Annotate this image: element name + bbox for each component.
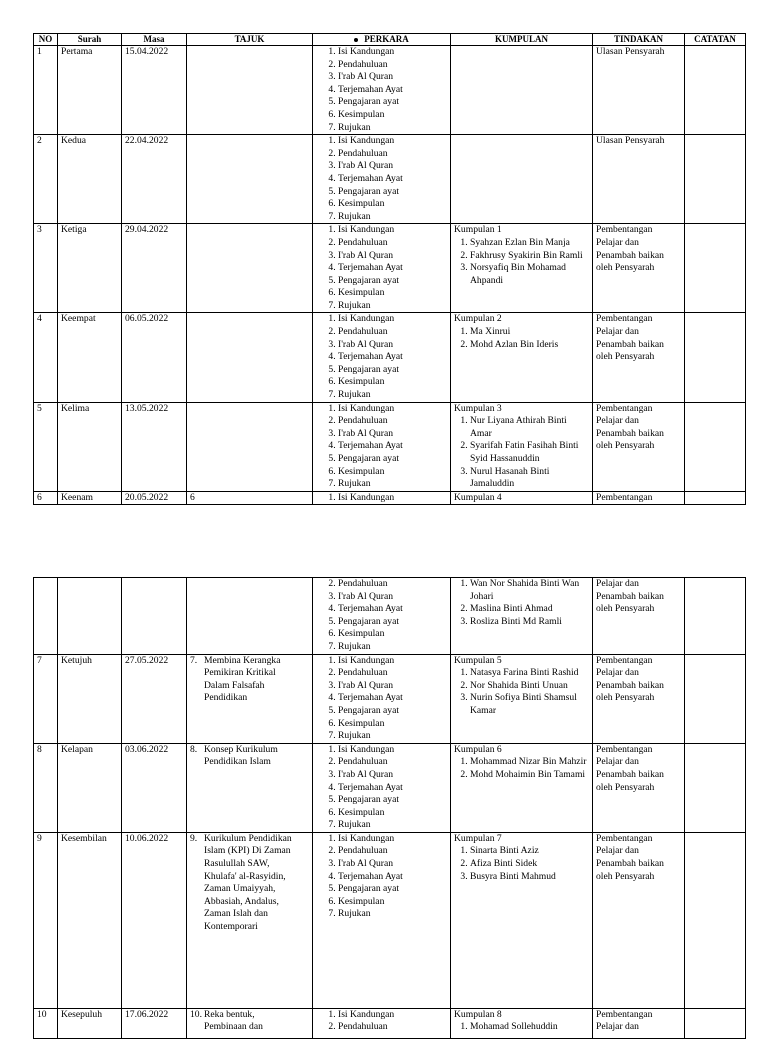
member-name: 2. Mohd Mohaimin Bin Tamami [470,769,589,782]
tajuk-number: 8. [190,743,198,755]
perkara-item: 6. Kesimpulan [338,628,447,641]
cell-perkara [313,832,451,1008]
cell-no: 6 [34,491,58,505]
cell-catatan [685,46,746,135]
member-name: 1. Mohammad Nizar Bin Mahzir [470,756,589,769]
header-masa: Masa [122,34,187,46]
cell-surah: Kelapan [58,743,122,832]
tajuk-number: 10. [190,1008,202,1020]
perkara-list [316,46,447,134]
member-name: 2. Nor Shahida Binti Unuan [470,680,589,693]
cell-no: 9 [34,832,58,1008]
cell-kumpulan [451,135,593,224]
table-row [34,135,746,224]
member-name: 3. Nurul Hasanah Binti Jamaluddin [470,466,589,491]
perkara-item: 5. Pengajaran ayat [338,364,447,377]
cell-kumpulan [451,224,593,313]
perkara-item: 5. Pengajaran ayat [338,705,447,718]
cell-tajuk [187,135,313,224]
perkara-item: 5. Pengajaran ayat [338,616,447,629]
cell-surah: Ketiga [58,224,122,313]
table-row [34,1008,746,1038]
table-row [34,654,746,743]
cell-no: 8 [34,743,58,832]
cell-tindakan: Pelajar dan Penambah baikan oleh Pensyarah [593,578,685,655]
header-perkara [313,34,451,46]
perkara-list [316,744,447,832]
table-row [34,313,746,402]
cell-surah: Kelima [58,402,122,491]
member-name: 2. Syarifah Fatin Fasihah Binti Syid Hassanuddin [470,440,589,465]
schedule-table-bottom [33,577,746,1039]
cell-no [34,578,58,655]
perkara-item: 4. Terjemahan Ayat [338,84,447,97]
member-name: 1. Wan Nor Shahida Binti Wan Johari [470,578,589,603]
perkara-item: 1. Isi Kandungan [338,833,447,846]
perkara-list [316,403,447,491]
cell-perkara [313,402,451,491]
perkara-item: 6. Kesimpulan [338,466,447,479]
perkara-list [316,1009,447,1034]
perkara-item: 4. Terjemahan Ayat [338,692,447,705]
perkara-item: 1. Isi Kandungan [338,313,447,326]
member-name: 2. Maslina Binti Ahmad [470,603,589,616]
member-list [454,756,589,781]
perkara-item: 4. Terjemahan Ayat [338,603,447,616]
cell-no: 10 [34,1008,58,1038]
cell-tindakan: Pembentangan [593,491,685,505]
perkara-item: 6. Kesimpulan [338,807,447,820]
perkara-item: 1. Isi Kandungan [338,744,447,757]
member-list [454,845,589,883]
cell-surah: Keenam [58,491,122,505]
perkara-list [316,833,447,921]
cell-perkara [313,654,451,743]
tajuk-number: 6 [190,491,195,503]
cell-tajuk [187,578,313,655]
header-surah: Surah [58,34,122,46]
member-name: 3. Busyra Binti Mahmud [470,871,589,884]
perkara-item: 3. I'rab Al Quran [338,160,447,173]
perkara-item: 1. Isi Kandungan [338,135,447,148]
perkara-item: 7. Rujukan [338,478,447,491]
perkara-item: 4. Terjemahan Ayat [338,782,447,795]
cell-catatan [685,743,746,832]
perkara-item: 6. Kesimpulan [338,109,447,122]
cell-date: 13.05.2022 [122,402,187,491]
cell-kumpulan [451,1008,593,1038]
cell-perkara [313,313,451,402]
cell-date [122,578,187,655]
perkara-item: 2. Pendahuluan [338,845,447,858]
perkara-item: 1. Isi Kandungan [338,403,447,416]
kumpulan-title: Kumpulan 5 [454,654,502,666]
cell-tajuk [187,743,313,832]
perkara-item: 3. I'rab Al Quran [338,769,447,782]
cell-tajuk [187,224,313,313]
cell-tindakan: Pembentangan Pelajar dan [593,1008,685,1038]
cell-perkara [313,1008,451,1038]
member-name: 2. Fakhrusy Syakirin Bin Ramli [470,250,589,263]
cell-tajuk [187,1008,313,1038]
header-catatan: CATATAN [685,34,746,46]
perkara-item: 1. Isi Kandungan [338,224,447,237]
member-name: 3. Nurin Sofiya Binti Shamsul Kamar [470,692,589,717]
kumpulan-title: Kumpulan 4 [454,491,502,503]
cell-catatan [685,654,746,743]
cell-kumpulan [451,402,593,491]
cell-tindakan: Pembentangan Pelajar dan Penambah baikan oleh Pensyarah [593,654,685,743]
schedule-table-top [33,33,746,505]
perkara-item: 2. Pendahuluan [338,326,447,339]
perkara-item: 7. Rujukan [338,300,447,313]
cell-date: 29.04.2022 [122,224,187,313]
perkara-item: 2. Pendahuluan [338,1021,447,1034]
cell-catatan [685,402,746,491]
cell-perkara [313,135,451,224]
tajuk-text: Membina Kerangka Pemikiran Kritikal Dalam Falsafah Pendidikan [204,654,281,704]
perkara-item: 7. Rujukan [338,122,447,135]
header-no: NO [34,34,58,46]
cell-tajuk [187,46,313,135]
cell-surah: Kesepuluh [58,1008,122,1038]
cell-date: 27.05.2022 [122,654,187,743]
perkara-list [316,492,447,505]
member-list [454,1021,589,1034]
member-name: 3. Rosliza Binti Md Ramli [470,616,589,629]
perkara-item: 5. Pengajaran ayat [338,275,447,288]
perkara-item: 7. Rujukan [338,908,447,921]
perkara-list [316,313,447,401]
perkara-item: 4. Terjemahan Ayat [338,440,447,453]
member-name: 1. Ma Xinrui [470,326,589,339]
cell-no: 7 [34,654,58,743]
cell-surah: Keempat [58,313,122,402]
cell-tindakan: Pembentangan Pelajar dan Penambah baikan oleh Pensyarah [593,402,685,491]
tajuk-number: 9. [190,832,198,844]
kumpulan-title: Kumpulan 6 [454,743,502,755]
cell-perkara [313,578,451,655]
kumpulan-title: Kumpulan 2 [454,313,502,325]
cell-surah: Pertama [58,46,122,135]
cell-perkara [313,491,451,505]
member-list [454,667,589,717]
perkara-list [316,655,447,743]
cell-perkara [313,224,451,313]
cell-tindakan: Ulasan Pensyarah [593,46,685,135]
cell-kumpulan [451,578,593,655]
cell-date: 17.06.2022 [122,1008,187,1038]
perkara-item: 2. Pendahuluan [338,237,447,250]
cell-tindakan: Pembentangan Pelajar dan Penambah baikan oleh Pensyarah [593,832,685,1008]
cell-kumpulan [451,491,593,505]
cell-surah [58,578,122,655]
cell-date: 22.04.2022 [122,135,187,224]
perkara-item: 6. Kesimpulan [338,287,447,300]
table-row [34,578,746,655]
perkara-item: 3. I'rab Al Quran [338,858,447,871]
perkara-item: 5. Pengajaran ayat [338,794,447,807]
cell-surah: Kesembilan [58,832,122,1008]
table-row [34,743,746,832]
cell-surah: Ketujuh [58,654,122,743]
perkara-item: 5. Pengajaran ayat [338,453,447,466]
member-list [454,415,589,491]
cell-tajuk [187,491,313,505]
perkara-item: 1. Isi Kandungan [338,46,447,59]
tajuk-number: 7. [190,654,198,666]
cell-tindakan: Pembentangan Pelajar dan Penambah baikan oleh Pensyarah [593,743,685,832]
member-name: 2. Mohd Azlan Bin Ideris [470,339,589,352]
perkara-item: 3. I'rab Al Quran [338,250,447,263]
perkara-item: 3. I'rab Al Quran [338,428,447,441]
cell-no: 1 [34,46,58,135]
perkara-item: 4. Terjemahan Ayat [338,173,447,186]
perkara-item: 2. Pendahuluan [338,415,447,428]
perkara-item: 4. Terjemahan Ayat [338,351,447,364]
cell-tajuk [187,402,313,491]
table-row [34,224,746,313]
cell-no: 3 [34,224,58,313]
member-name: 1. Syahzan Ezlan Bin Manja [470,237,589,250]
member-name: 1. Nur Liyana Athirah Binti Amar [470,415,589,440]
header-tindakan: TINDAKAN [593,34,685,46]
perkara-item: 3. I'rab Al Quran [338,591,447,604]
tajuk-text: Konsep Kurikulum Pendidikan Islam [204,743,278,768]
cell-catatan [685,313,746,402]
perkara-list [316,135,447,223]
perkara-item: 6. Kesimpulan [338,198,447,211]
cell-perkara [313,743,451,832]
cell-tindakan: Pembentangan Pelajar dan Penambah baikan oleh Pensyarah [593,224,685,313]
cell-catatan [685,578,746,655]
cell-kumpulan [451,743,593,832]
cell-catatan [685,1008,746,1038]
table-row [34,832,746,1008]
perkara-item: 7. Rujukan [338,730,447,743]
perkara-item: 1. Isi Kandungan [338,655,447,668]
cell-kumpulan [451,46,593,135]
member-list [454,326,589,351]
perkara-item: 3. I'rab Al Quran [338,71,447,84]
perkara-item: 7. Rujukan [338,819,447,832]
perkara-list [316,224,447,312]
tajuk-text: Kurikulum Pendidikan Islam (KPI) Di Zaman Rasulullah SAW, Khulafa' al-Rasyidin, Zaman Umaiyyah, Abbasiah, Andalus, Zaman Islah dan Kontemporari [204,832,292,933]
cell-date: 10.06.2022 [122,832,187,1008]
member-list [454,237,589,287]
member-name: 2. Afiza Binti Sidek [470,858,589,871]
kumpulan-title: Kumpulan 3 [454,402,502,414]
tajuk-text: Reka bentuk, Pembinaan dan [204,1008,263,1033]
perkara-item: 5. Pengajaran ayat [338,96,447,109]
cell-no: 2 [34,135,58,224]
perkara-item: 7. Rujukan [338,641,447,654]
cell-catatan [685,491,746,505]
cell-perkara [313,46,451,135]
bullet-icon [354,38,358,42]
member-name: 1. Mohamad Sollehuddin [470,1021,589,1034]
perkara-item: 7. Rujukan [338,389,447,402]
table-header-row [34,34,746,46]
cell-date: 20.05.2022 [122,491,187,505]
cell-catatan [685,224,746,313]
cell-surah: Kedua [58,135,122,224]
perkara-item: 3. I'rab Al Quran [338,680,447,693]
perkara-item: 3. I'rab Al Quran [338,339,447,352]
cell-date: 03.06.2022 [122,743,187,832]
table-row [34,402,746,491]
perkara-item: 7. Rujukan [338,211,447,224]
cell-kumpulan [451,832,593,1008]
perkara-item: 1. Isi Kandungan [338,1009,447,1022]
cell-no: 5 [34,402,58,491]
perkara-item: 2. Pendahuluan [338,756,447,769]
perkara-list [316,578,447,654]
kumpulan-title: Kumpulan 1 [454,224,502,236]
perkara-item: 2. Pendahuluan [338,59,447,72]
cell-catatan [685,135,746,224]
cell-tajuk [187,832,313,1008]
member-list [454,578,589,628]
cell-kumpulan [451,654,593,743]
table-row [34,46,746,135]
member-name: 1. Sinarta Binti Aziz [470,845,589,858]
perkara-item: 1. Isi Kandungan [338,492,447,505]
kumpulan-title: Kumpulan 8 [454,1008,502,1020]
cell-tindakan: Pembentangan Pelajar dan Penambah baikan oleh Pensyarah [593,313,685,402]
perkara-item: 6. Kesimpulan [338,896,447,909]
cell-date: 06.05.2022 [122,313,187,402]
perkara-item: 5. Pengajaran ayat [338,883,447,896]
cell-tajuk [187,313,313,402]
member-name: 1. Natasya Farina Binti Rashid [470,667,589,680]
perkara-item: 6. Kesimpulan [338,718,447,731]
kumpulan-title: Kumpulan 7 [454,832,502,844]
member-name: 3. Norsyafiq Bin Mohamad Ahpandi [470,262,589,287]
perkara-item: 2. Pendahuluan [338,578,447,591]
cell-date: 15.04.2022 [122,46,187,135]
table-row [34,491,746,505]
cell-no: 4 [34,313,58,402]
cell-tajuk [187,654,313,743]
perkara-item: 4. Terjemahan Ayat [338,262,447,275]
header-perkara-label: PERKARA [364,34,409,44]
header-kumpulan: KUMPULAN [451,34,593,46]
perkara-item: 2. Pendahuluan [338,148,447,161]
cell-kumpulan [451,313,593,402]
perkara-item: 5. Pengajaran ayat [338,186,447,199]
cell-catatan [685,832,746,1008]
perkara-item: 6. Kesimpulan [338,376,447,389]
perkara-item: 4. Terjemahan Ayat [338,871,447,884]
header-tajuk: TAJUK [187,34,313,46]
cell-tindakan: Ulasan Pensyarah [593,135,685,224]
perkara-item: 2. Pendahuluan [338,667,447,680]
